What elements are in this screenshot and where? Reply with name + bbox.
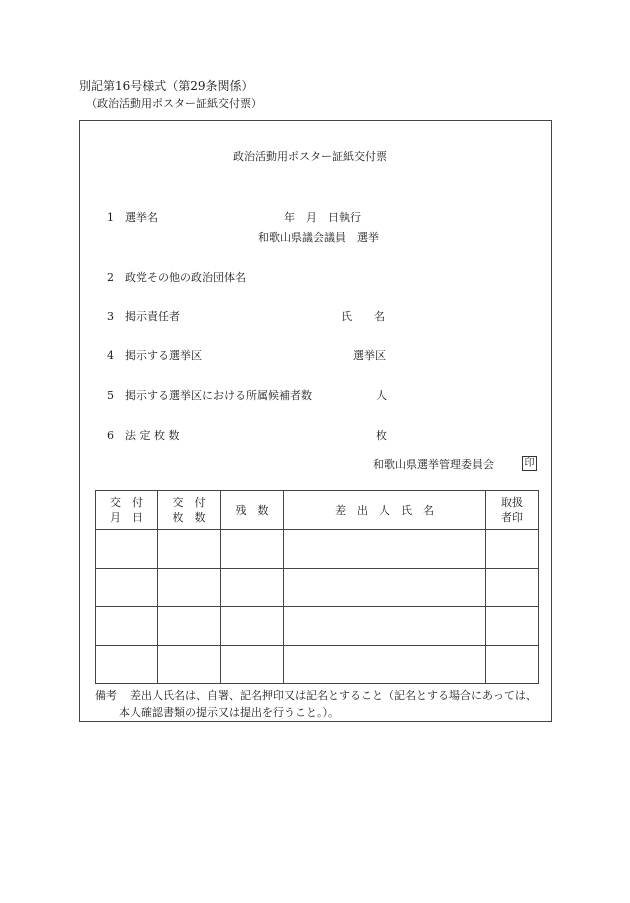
table-row: [96, 645, 539, 683]
remarks-line-1: 差出人氏名は、自署、記名押印又は記名とすること（記名とする場合にあっては、: [130, 689, 537, 702]
table-cell[interactable]: [486, 530, 539, 568]
header-line: 残 数: [235, 503, 269, 517]
table-cell[interactable]: [284, 645, 486, 683]
item-3-number: 3: [107, 310, 114, 323]
item-5-number: 5: [107, 389, 114, 402]
table-cell[interactable]: [96, 607, 158, 645]
table-cell[interactable]: [158, 530, 221, 568]
header-handler-seal: [486, 491, 539, 530]
item-4-label: 掲示する選挙区: [125, 349, 202, 362]
form-caption: （政治活動用ポスター証紙交付票）: [86, 97, 262, 110]
table-cell[interactable]: [96, 568, 158, 606]
item-3-label: 掲示責任者: [125, 310, 180, 323]
table-cell[interactable]: [158, 568, 221, 606]
item-5-value: 人: [376, 389, 387, 402]
header-line: 取扱: [501, 496, 523, 510]
remarks-label: 備考: [95, 689, 117, 702]
header-issue-count: [158, 491, 221, 530]
table-cell[interactable]: [96, 530, 158, 568]
table-cell[interactable]: [158, 645, 221, 683]
item-2-number: 2: [107, 271, 114, 284]
table-cell[interactable]: [158, 607, 221, 645]
table-cell[interactable]: [221, 607, 284, 645]
item-5-label: 掲示する選挙区における所属候補者数: [125, 389, 312, 402]
table-cell[interactable]: [486, 645, 539, 683]
header-remaining: [221, 491, 284, 530]
table-cell[interactable]: [96, 645, 158, 683]
issuance-table: [95, 490, 539, 684]
item-3-value: 氏 名: [341, 310, 385, 323]
table-cell[interactable]: [284, 607, 486, 645]
table-cell[interactable]: [486, 568, 539, 606]
table-cell[interactable]: [486, 607, 539, 645]
table-row: [96, 568, 539, 606]
item-1-label: 選挙名: [125, 211, 158, 224]
remarks-line-2: 本人確認書類の提示又は提出を行うこと。）。: [119, 706, 339, 719]
header-line: 交 付: [172, 496, 206, 510]
document-title: 政治活動用ポスター証紙交付票: [233, 150, 387, 163]
item-6-label: 法 定 枚 数: [125, 429, 180, 442]
table-cell[interactable]: [221, 568, 284, 606]
item-6-value: 枚: [376, 429, 387, 442]
table-row: [96, 607, 539, 645]
header-line: 交 付: [110, 496, 143, 510]
form-reference: 別記第16号様式（第29条関係）: [79, 79, 254, 93]
header-issue-date: [96, 491, 158, 530]
header-line: 差 出 人 氏 名: [335, 503, 434, 517]
item-6-number: 6: [107, 429, 114, 442]
header-line: 月 日: [110, 511, 143, 525]
header-submitter-name: [284, 491, 486, 530]
seal-box: 印: [522, 456, 537, 471]
table-cell[interactable]: [221, 530, 284, 568]
issuer-name: 和歌山県選挙管理委員会: [373, 458, 494, 471]
header-line: 枚 数: [172, 511, 206, 525]
table-cell[interactable]: [221, 645, 284, 683]
item-1-number: 1: [107, 211, 114, 224]
table-cell[interactable]: [284, 530, 486, 568]
item-1-value-2: 和歌山県議会議員 選挙: [258, 231, 379, 244]
table-cell[interactable]: [284, 568, 486, 606]
header-line: 者印: [501, 511, 523, 525]
table-header-row: [96, 491, 539, 530]
item-4-number: 4: [107, 349, 114, 362]
item-1-value: 年 月 日執行: [284, 211, 361, 224]
table-row: [96, 530, 539, 568]
item-4-value: 選挙区: [353, 349, 386, 362]
item-2-label: 政党その他の政治団体名: [125, 271, 246, 284]
